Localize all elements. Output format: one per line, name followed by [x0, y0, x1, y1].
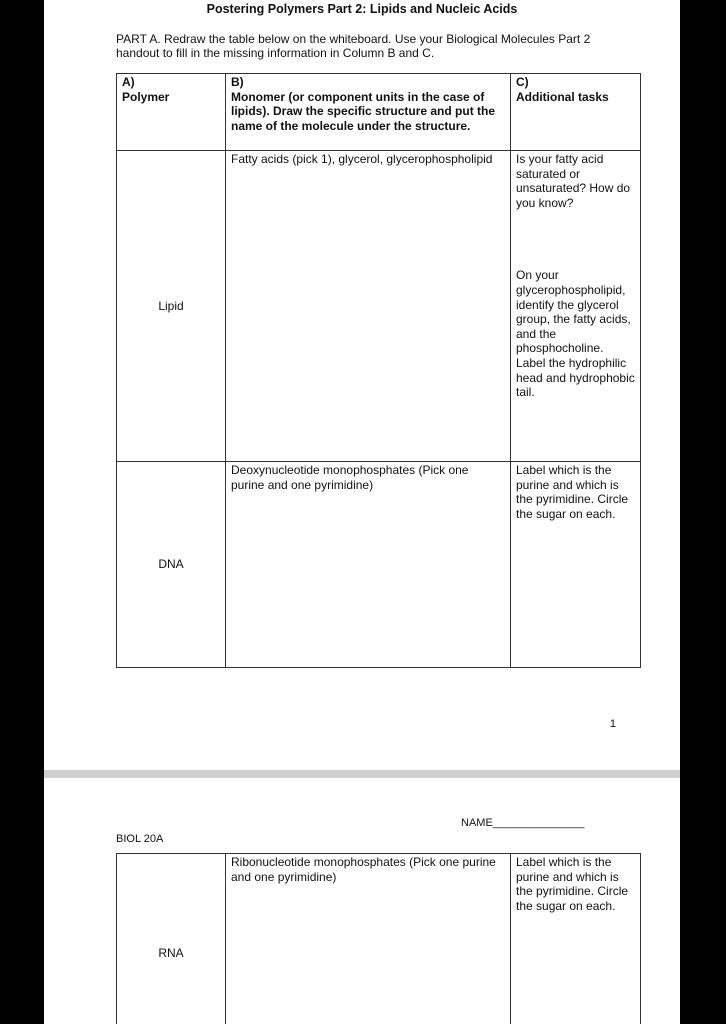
polymer-cell: DNA — [117, 462, 226, 668]
table-row-dna — [117, 462, 641, 668]
document-title: Postering Polymers Part 2: Lipids and Nucleic Acids — [206, 2, 518, 16]
header-letter-b: B) — [231, 75, 244, 89]
document-page-2 — [44, 778, 680, 1024]
header-label-polymer: Polymer — [122, 89, 170, 104]
monomer-cell: Deoxynucleotide monophosphates (Pick one purine and one pyrimidine) — [226, 462, 511, 668]
header-polymer — [117, 74, 226, 151]
table-header-row — [117, 74, 641, 151]
table-row-rna — [117, 854, 641, 1024]
part-a-instructions: PART A. Redraw the table below on the whiteboard. Use your Biological Molecules Part 2 handout to fill in the missing information in Column B and C. — [116, 32, 591, 60]
course-code: BIOL 20A — [116, 833, 164, 845]
header-additional-tasks — [511, 74, 641, 151]
polymer-cell: Lipid — [117, 151, 226, 462]
header-label-monomer: Monomer (or component units in the case of lipids). Draw the specific structure and put the name of the molecule under the structure. — [231, 89, 496, 133]
task-saturation: Is your fatty acid saturated or unsaturated? How do you know? — [516, 152, 631, 210]
polymer-cell: RNA — [117, 854, 226, 1024]
page-separator — [44, 770, 680, 778]
tasks-cell: Label which is the purine and which is the pyrimidine. Circle the sugar on each. — [511, 854, 641, 1024]
header-letter-a: A) — [122, 75, 135, 89]
header-letter-c: C) — [516, 75, 529, 89]
tasks-cell — [511, 151, 641, 462]
name-blank: _______________ — [492, 817, 585, 829]
name-field — [461, 817, 585, 829]
page-number: 1 — [609, 718, 616, 730]
tasks-cell: Label which is the purine and which is the pyrimidine. Circle the sugar on each. — [511, 462, 641, 668]
table-row-lipid — [117, 151, 641, 462]
name-label: NAME — [461, 817, 493, 829]
monomer-cell: Fatty acids (pick 1), glycerol, glycerophospholipid — [226, 151, 511, 462]
document-page-1 — [44, 0, 680, 770]
polymers-table — [116, 73, 641, 668]
header-label-additional-tasks: Additional tasks — [516, 89, 609, 104]
polymers-table-continued — [116, 853, 641, 1024]
header-monomer — [226, 74, 511, 151]
monomer-cell: Ribonucleotide monophosphates (Pick one purine and one pyrimidine) — [226, 854, 511, 1024]
task-glycerophospholipid: On your glycerophospholipid, identify the glycerol group, the fatty acids, and the phosphocholine. Label the hydrophilic head and hydrophobic tail. — [516, 268, 635, 400]
